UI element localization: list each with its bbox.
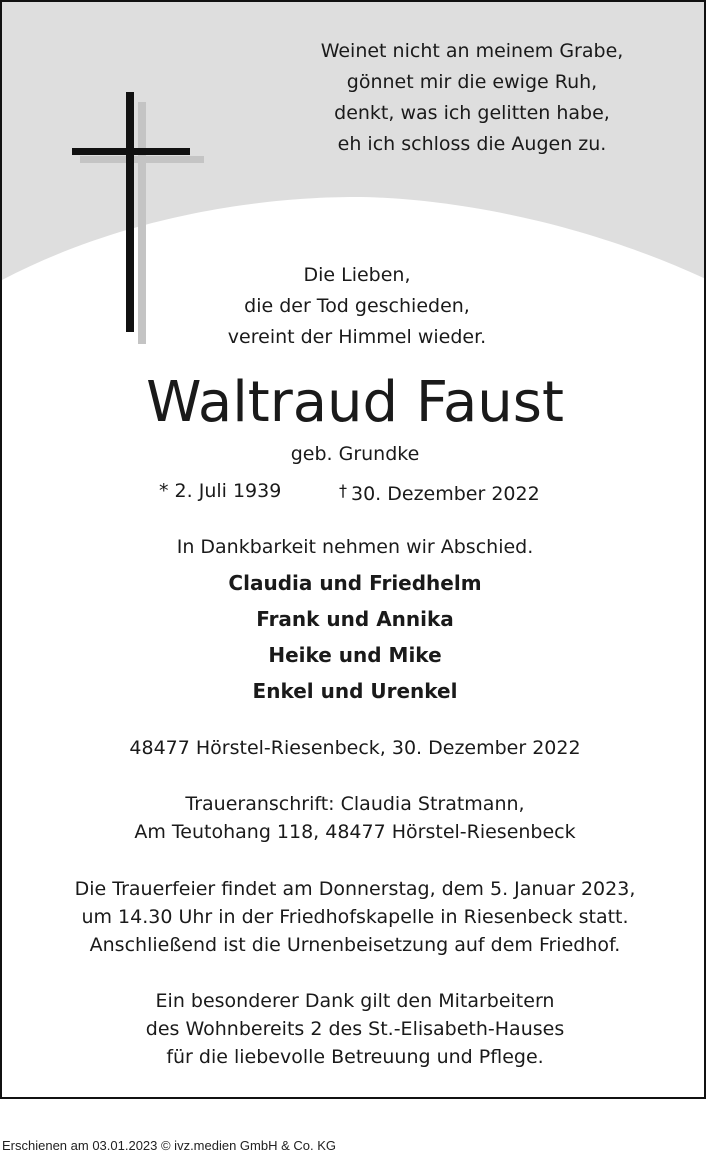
family-member: Heike und Mike xyxy=(268,643,442,667)
poem-line: denkt, was ich gelitten habe, xyxy=(334,102,610,124)
acknowledgement-line: des Wohnbereits 2 des St.-Elisabeth-Hauses xyxy=(145,1018,565,1040)
ceremony-line: um 14.30 Uhr in der Friedhofskapelle in Riesenbeck statt. xyxy=(81,906,629,928)
poem xyxy=(272,36,672,160)
ceremony-line: Anschließend ist die Urnenbeisetzung auf dem Friedhof. xyxy=(89,934,621,956)
mourning-address xyxy=(2,790,706,846)
ceremony-info xyxy=(2,875,706,959)
poem-line: eh ich schloss die Augen zu. xyxy=(337,133,607,155)
acknowledgement-line: Ein besonderer Dank gilt den Mitarbeitern xyxy=(155,990,555,1012)
death-date-value: 30. Dezember 2022 xyxy=(351,483,540,505)
quote-line: Die Lieben, xyxy=(303,264,411,286)
publication-footer: Erschienen am 03.01.2023 © ivz.medien GmbH & Co. KG xyxy=(2,1138,337,1153)
poem-line: gönnet mir die ewige Ruh, xyxy=(346,71,598,93)
quote-line: die der Tod geschieden, xyxy=(244,295,470,317)
death-symbol: † xyxy=(339,481,347,500)
farewell-line: In Dankbarkeit nehmen wir Abschied. xyxy=(176,536,534,558)
poem-line: Weinet nicht an meinem Grabe, xyxy=(320,40,624,62)
death-date xyxy=(339,477,540,508)
birth-symbol: * xyxy=(159,480,169,502)
place-date: 48477 Hörstel-Riesenbeck, 30. Dezember 2022 xyxy=(129,737,581,759)
birth-date xyxy=(159,477,281,505)
birth-name: geb. Grundke xyxy=(290,443,420,465)
family-member: Claudia und Friedhelm xyxy=(228,571,482,595)
address-line: Traueranschrift: Claudia Stratmann, xyxy=(185,793,525,815)
ceremony-line: Die Trauerfeier findet am Donnerstag, dem 5. Januar 2023, xyxy=(74,878,636,900)
address-line: Am Teutohang 118, 48477 Hörstel-Riesenbeck xyxy=(134,821,576,843)
acknowledgement-line: für die liebevolle Betreuung und Pflege. xyxy=(166,1046,544,1068)
family-member: Frank und Annika xyxy=(256,607,454,631)
quote-line: vereint der Himmel wieder. xyxy=(227,326,487,348)
family-member: Enkel und Urenkel xyxy=(252,679,458,703)
birth-date-value: 2. Juli 1939 xyxy=(174,480,282,502)
acknowledgement xyxy=(2,987,706,1071)
deceased-name: Waltraud Faust xyxy=(146,370,564,435)
family-list xyxy=(2,565,706,709)
quote xyxy=(142,260,572,353)
